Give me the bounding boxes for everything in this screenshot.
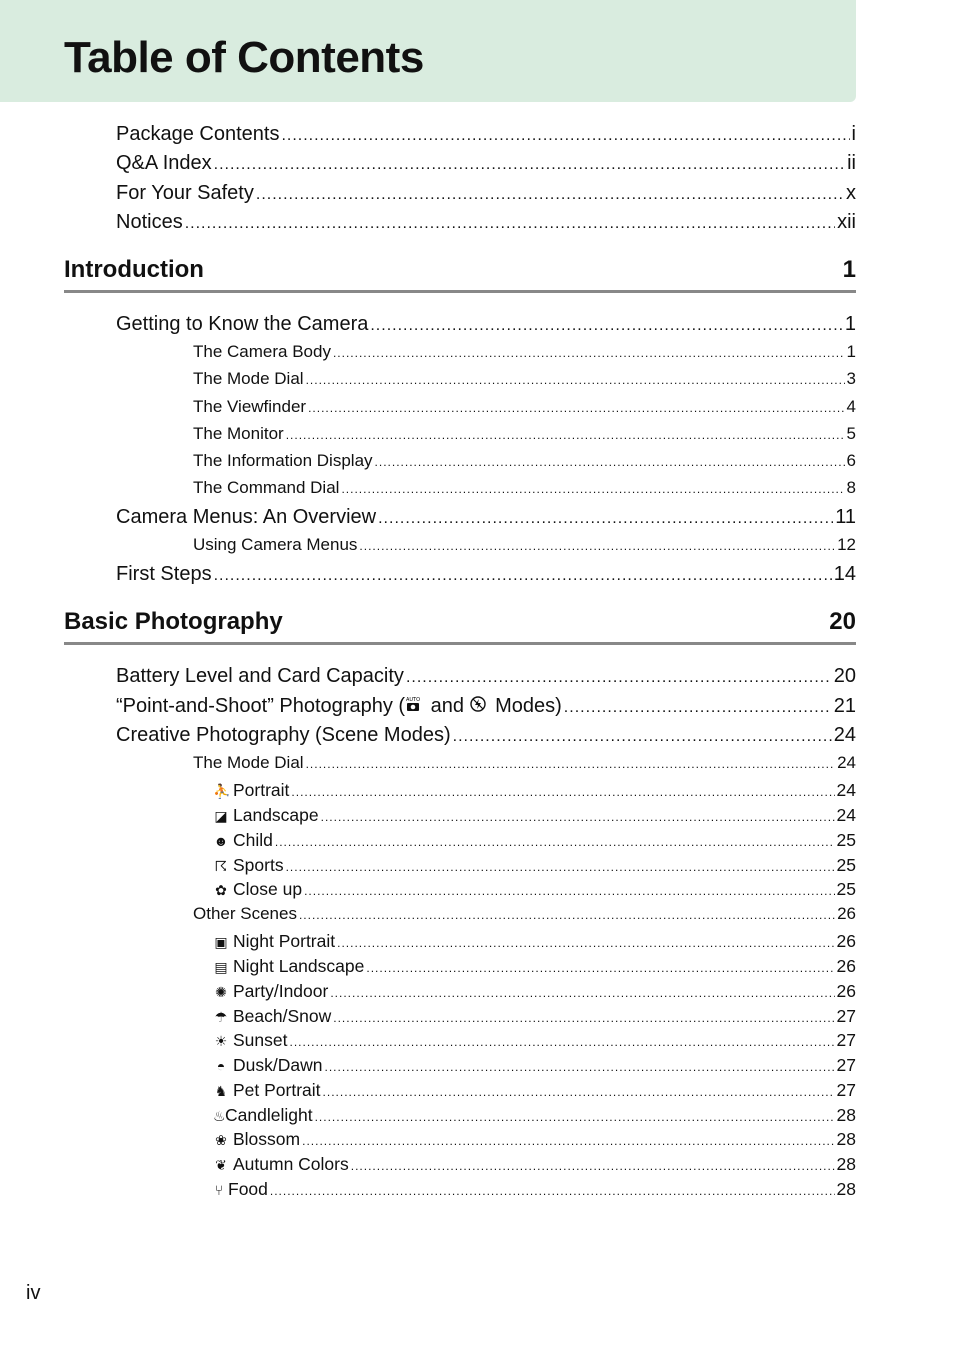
toc-subentry[interactable] xyxy=(193,369,856,391)
toc-entry[interactable] xyxy=(116,152,856,178)
toc-subentry[interactable] xyxy=(193,397,856,419)
toc-entry-label: The Camera Body xyxy=(193,342,331,361)
toc-entry[interactable] xyxy=(116,724,856,750)
candlelight-icon: ♨ xyxy=(213,1108,226,1124)
toc-scene-entry[interactable] xyxy=(213,1154,856,1176)
toc-entry-page: 27 xyxy=(836,1030,856,1050)
toc-entry-label: Landscape xyxy=(233,805,319,825)
toc-entry-label: The Viewfinder xyxy=(193,397,307,416)
toc-scene-entry[interactable] xyxy=(213,956,856,978)
toc-entry-page: 28 xyxy=(836,1129,856,1149)
section-page: 20 xyxy=(829,608,856,635)
toc-entry-page: 26 xyxy=(836,956,856,976)
toc-entry[interactable] xyxy=(116,665,856,691)
leader-dots xyxy=(185,211,835,234)
toc-entry-label: Q&A Index xyxy=(116,152,212,174)
auto-mode-icon xyxy=(405,696,421,714)
toc-entry-label: Pet Portrait xyxy=(233,1080,321,1100)
leader-dots xyxy=(321,805,835,826)
toc-entry-page: 26 xyxy=(836,981,856,1001)
toc-entry-page: 28 xyxy=(836,1179,856,1199)
toc-entry[interactable] xyxy=(116,211,856,237)
leader-dots xyxy=(315,1105,835,1126)
toc-entry-label: Food xyxy=(228,1179,268,1199)
toc-entry-label: The Information Display xyxy=(193,451,373,470)
toc-subentry[interactable] xyxy=(193,424,856,446)
toc-entry-label: Party/Indoor xyxy=(233,981,329,1001)
toc-entry-label: Night Portrait xyxy=(233,931,336,951)
close-up-icon: ✿ xyxy=(215,882,227,898)
toc-entry-page: 1 xyxy=(844,313,856,335)
leader-dots xyxy=(323,1080,835,1101)
toc-entry-label: Battery Level and Card Capacity xyxy=(116,665,404,687)
leader-dots xyxy=(351,1154,835,1175)
toc-entry-page: 25 xyxy=(836,879,856,899)
toc-entry-label: First Steps xyxy=(116,563,212,585)
toc-entry-label: Child xyxy=(233,830,273,850)
toc-entry-label: Blossom xyxy=(233,1129,301,1149)
leader-dots xyxy=(370,313,843,336)
toc-entry-label: Using Camera Menus xyxy=(193,535,358,554)
toc-entry-label: The Command Dial xyxy=(193,478,340,497)
leader-dots xyxy=(302,1129,834,1150)
leader-dots xyxy=(306,369,845,389)
leader-dots xyxy=(308,397,844,417)
toc-entry-page: 27 xyxy=(836,1080,856,1100)
toc-entry-label: Beach/Snow xyxy=(233,1006,332,1026)
toc-scene-entry[interactable] xyxy=(213,1105,856,1127)
leader-dots xyxy=(275,830,835,851)
toc-entry-page: 27 xyxy=(836,1006,856,1026)
toc-entry-page: 11 xyxy=(835,506,856,528)
leader-dots xyxy=(359,535,835,555)
toc-scene-entry[interactable] xyxy=(213,1080,856,1102)
sunset-icon: ☀ xyxy=(214,1033,228,1049)
section-heading-basic-photography[interactable] xyxy=(64,608,856,645)
toc-entry-page: 25 xyxy=(836,830,856,850)
toc-entry-label: Candlelight xyxy=(225,1105,313,1125)
leader-dots xyxy=(281,123,849,146)
party-indoor-icon: ✺ xyxy=(215,984,227,1000)
toc-entry-label: Portrait xyxy=(233,780,290,800)
toc-scene-entry[interactable] xyxy=(213,830,856,852)
toc-scene-entry[interactable] xyxy=(213,1179,856,1201)
leader-dots xyxy=(375,451,845,471)
autumn-colors-icon: ❦ xyxy=(215,1157,227,1173)
toc-entry-page: 6 xyxy=(846,451,856,470)
night-portrait-icon: ▣ xyxy=(214,934,228,950)
leader-dots xyxy=(333,1006,834,1027)
leader-dots xyxy=(324,1055,834,1076)
toc-entry-page: 24 xyxy=(837,753,856,772)
toc-entry-page: 24 xyxy=(833,724,856,746)
toc-entry-page: 21 xyxy=(833,695,856,717)
sports-icon: ☈ xyxy=(214,858,228,874)
toc-entry-label: For Your Safety xyxy=(116,182,254,204)
flash-off-icon xyxy=(470,696,486,714)
leader-dots xyxy=(270,1179,835,1200)
toc-subentry[interactable] xyxy=(193,451,856,473)
toc-entry-page: xii xyxy=(837,211,856,233)
toc-entry-label: “Point-and-Shoot” Photography ( AUTO and Modes) xyxy=(116,695,562,717)
section-heading-introduction[interactable] xyxy=(64,256,856,293)
toc-scene-entry[interactable] xyxy=(213,1006,856,1028)
landscape-icon: ◪ xyxy=(214,808,228,824)
toc-entry-page: 8 xyxy=(846,478,856,497)
toc-entry[interactable] xyxy=(116,123,856,149)
toc-entry-page: 24 xyxy=(836,780,856,800)
toc-entry-page: 12 xyxy=(837,535,856,554)
leader-dots xyxy=(214,563,832,586)
leader-dots xyxy=(406,665,832,688)
child-icon: ☻ xyxy=(213,833,229,849)
toc-entry-page: 14 xyxy=(833,563,856,585)
toc-entry-page: 26 xyxy=(836,931,856,951)
toc-entry-page: 24 xyxy=(836,805,856,825)
blossom-icon: ❀ xyxy=(215,1132,227,1148)
toc-entry-page: ii xyxy=(847,152,856,174)
toc-entry-label: Camera Menus: An Overview xyxy=(116,506,377,528)
toc-entry-label: Sunset xyxy=(233,1030,288,1050)
toc-entry-label: The Monitor xyxy=(193,424,284,443)
section-title: Introduction xyxy=(64,256,204,283)
toc-scene-entry[interactable] xyxy=(213,1030,856,1052)
toc-entry-page: 3 xyxy=(846,369,856,388)
toc-subentry[interactable] xyxy=(193,753,856,775)
toc-scene-entry[interactable] xyxy=(213,1055,856,1077)
toc-entry[interactable] xyxy=(116,563,856,589)
toc-entry-label: Notices xyxy=(116,211,183,233)
toc-scene-entry[interactable] xyxy=(213,780,856,802)
leader-dots xyxy=(286,855,835,876)
toc-entry-page: 27 xyxy=(836,1055,856,1075)
leader-dots xyxy=(337,931,834,952)
toc-entry-label: Close up xyxy=(233,879,303,899)
toc-entry[interactable] xyxy=(116,182,856,208)
leader-dots xyxy=(341,478,844,498)
svg-text:AUTO: AUTO xyxy=(406,697,421,703)
leader-dots xyxy=(378,506,833,529)
page-title: Table of Contents xyxy=(64,33,424,82)
toc-entry-page: 1 xyxy=(846,342,856,361)
toc-scene-entry[interactable] xyxy=(213,805,856,827)
toc-entry-label: The Mode Dial xyxy=(193,753,304,772)
toc-scene-entry[interactable] xyxy=(213,879,856,901)
toc-scene-entry[interactable] xyxy=(213,1129,856,1151)
leader-dots xyxy=(306,753,836,773)
leader-dots xyxy=(564,695,832,718)
leader-dots xyxy=(299,904,835,924)
toc-entry-label: Sports xyxy=(233,855,284,875)
leader-dots xyxy=(366,956,834,977)
leader-dots xyxy=(291,780,834,801)
toc-subentry[interactable] xyxy=(193,535,856,557)
toc-subentry[interactable] xyxy=(193,478,856,500)
toc-entry-label: Dusk/Dawn xyxy=(233,1055,323,1075)
toc-entry-page: 28 xyxy=(836,1105,856,1125)
section-page: 1 xyxy=(842,256,856,283)
title-band xyxy=(0,0,856,102)
toc-entry[interactable] xyxy=(116,695,856,721)
toc-entry-page: 20 xyxy=(833,665,856,687)
leader-dots xyxy=(286,424,845,444)
toc-entry-page: 28 xyxy=(836,1154,856,1174)
toc-scene-entry[interactable] xyxy=(213,931,856,953)
leader-dots xyxy=(214,152,845,175)
portrait-icon: ⛹ xyxy=(213,783,231,799)
toc-entry-label: Package Contents xyxy=(116,123,280,145)
section-title: Basic Photography xyxy=(64,608,283,635)
toc-entry-label: Other Scenes xyxy=(193,904,297,923)
toc-entry-page: 25 xyxy=(836,855,856,875)
leader-dots xyxy=(256,182,844,205)
leader-dots xyxy=(453,724,832,747)
beach-snow-icon: ☂ xyxy=(214,1009,228,1025)
food-icon: ⑂ xyxy=(214,1182,224,1198)
toc-entry-page: 4 xyxy=(846,397,856,416)
leader-dots xyxy=(333,342,845,362)
dusk-dawn-icon: ◓ xyxy=(216,1058,226,1074)
toc-entry-page: 26 xyxy=(837,904,856,923)
pet-portrait-icon: ♞ xyxy=(214,1083,228,1099)
toc-entry-page: i xyxy=(851,123,856,145)
toc-scene-entry[interactable] xyxy=(213,855,856,877)
toc-entry-label: Autumn Colors xyxy=(233,1154,349,1174)
toc-entry-label: The Mode Dial xyxy=(193,369,304,388)
toc-entry[interactable] xyxy=(116,313,856,339)
toc-entry-label: Getting to Know the Camera xyxy=(116,313,369,335)
toc-scene-entry[interactable] xyxy=(213,981,856,1003)
toc-entry[interactable] xyxy=(116,506,856,532)
leader-dots xyxy=(304,879,834,900)
toc-entry-label: Creative Photography (Scene Modes) xyxy=(116,724,451,746)
toc-subentry[interactable] xyxy=(193,342,856,364)
night-landscape-icon: ▤ xyxy=(214,959,228,975)
toc-entry-page: 5 xyxy=(846,424,856,443)
toc-entry-page: x xyxy=(846,182,856,204)
page-number: iv xyxy=(26,1282,41,1304)
leader-dots xyxy=(289,1030,834,1051)
leader-dots xyxy=(330,981,834,1002)
toc-subentry[interactable] xyxy=(193,904,856,926)
toc-entry-label: Night Landscape xyxy=(233,956,365,976)
